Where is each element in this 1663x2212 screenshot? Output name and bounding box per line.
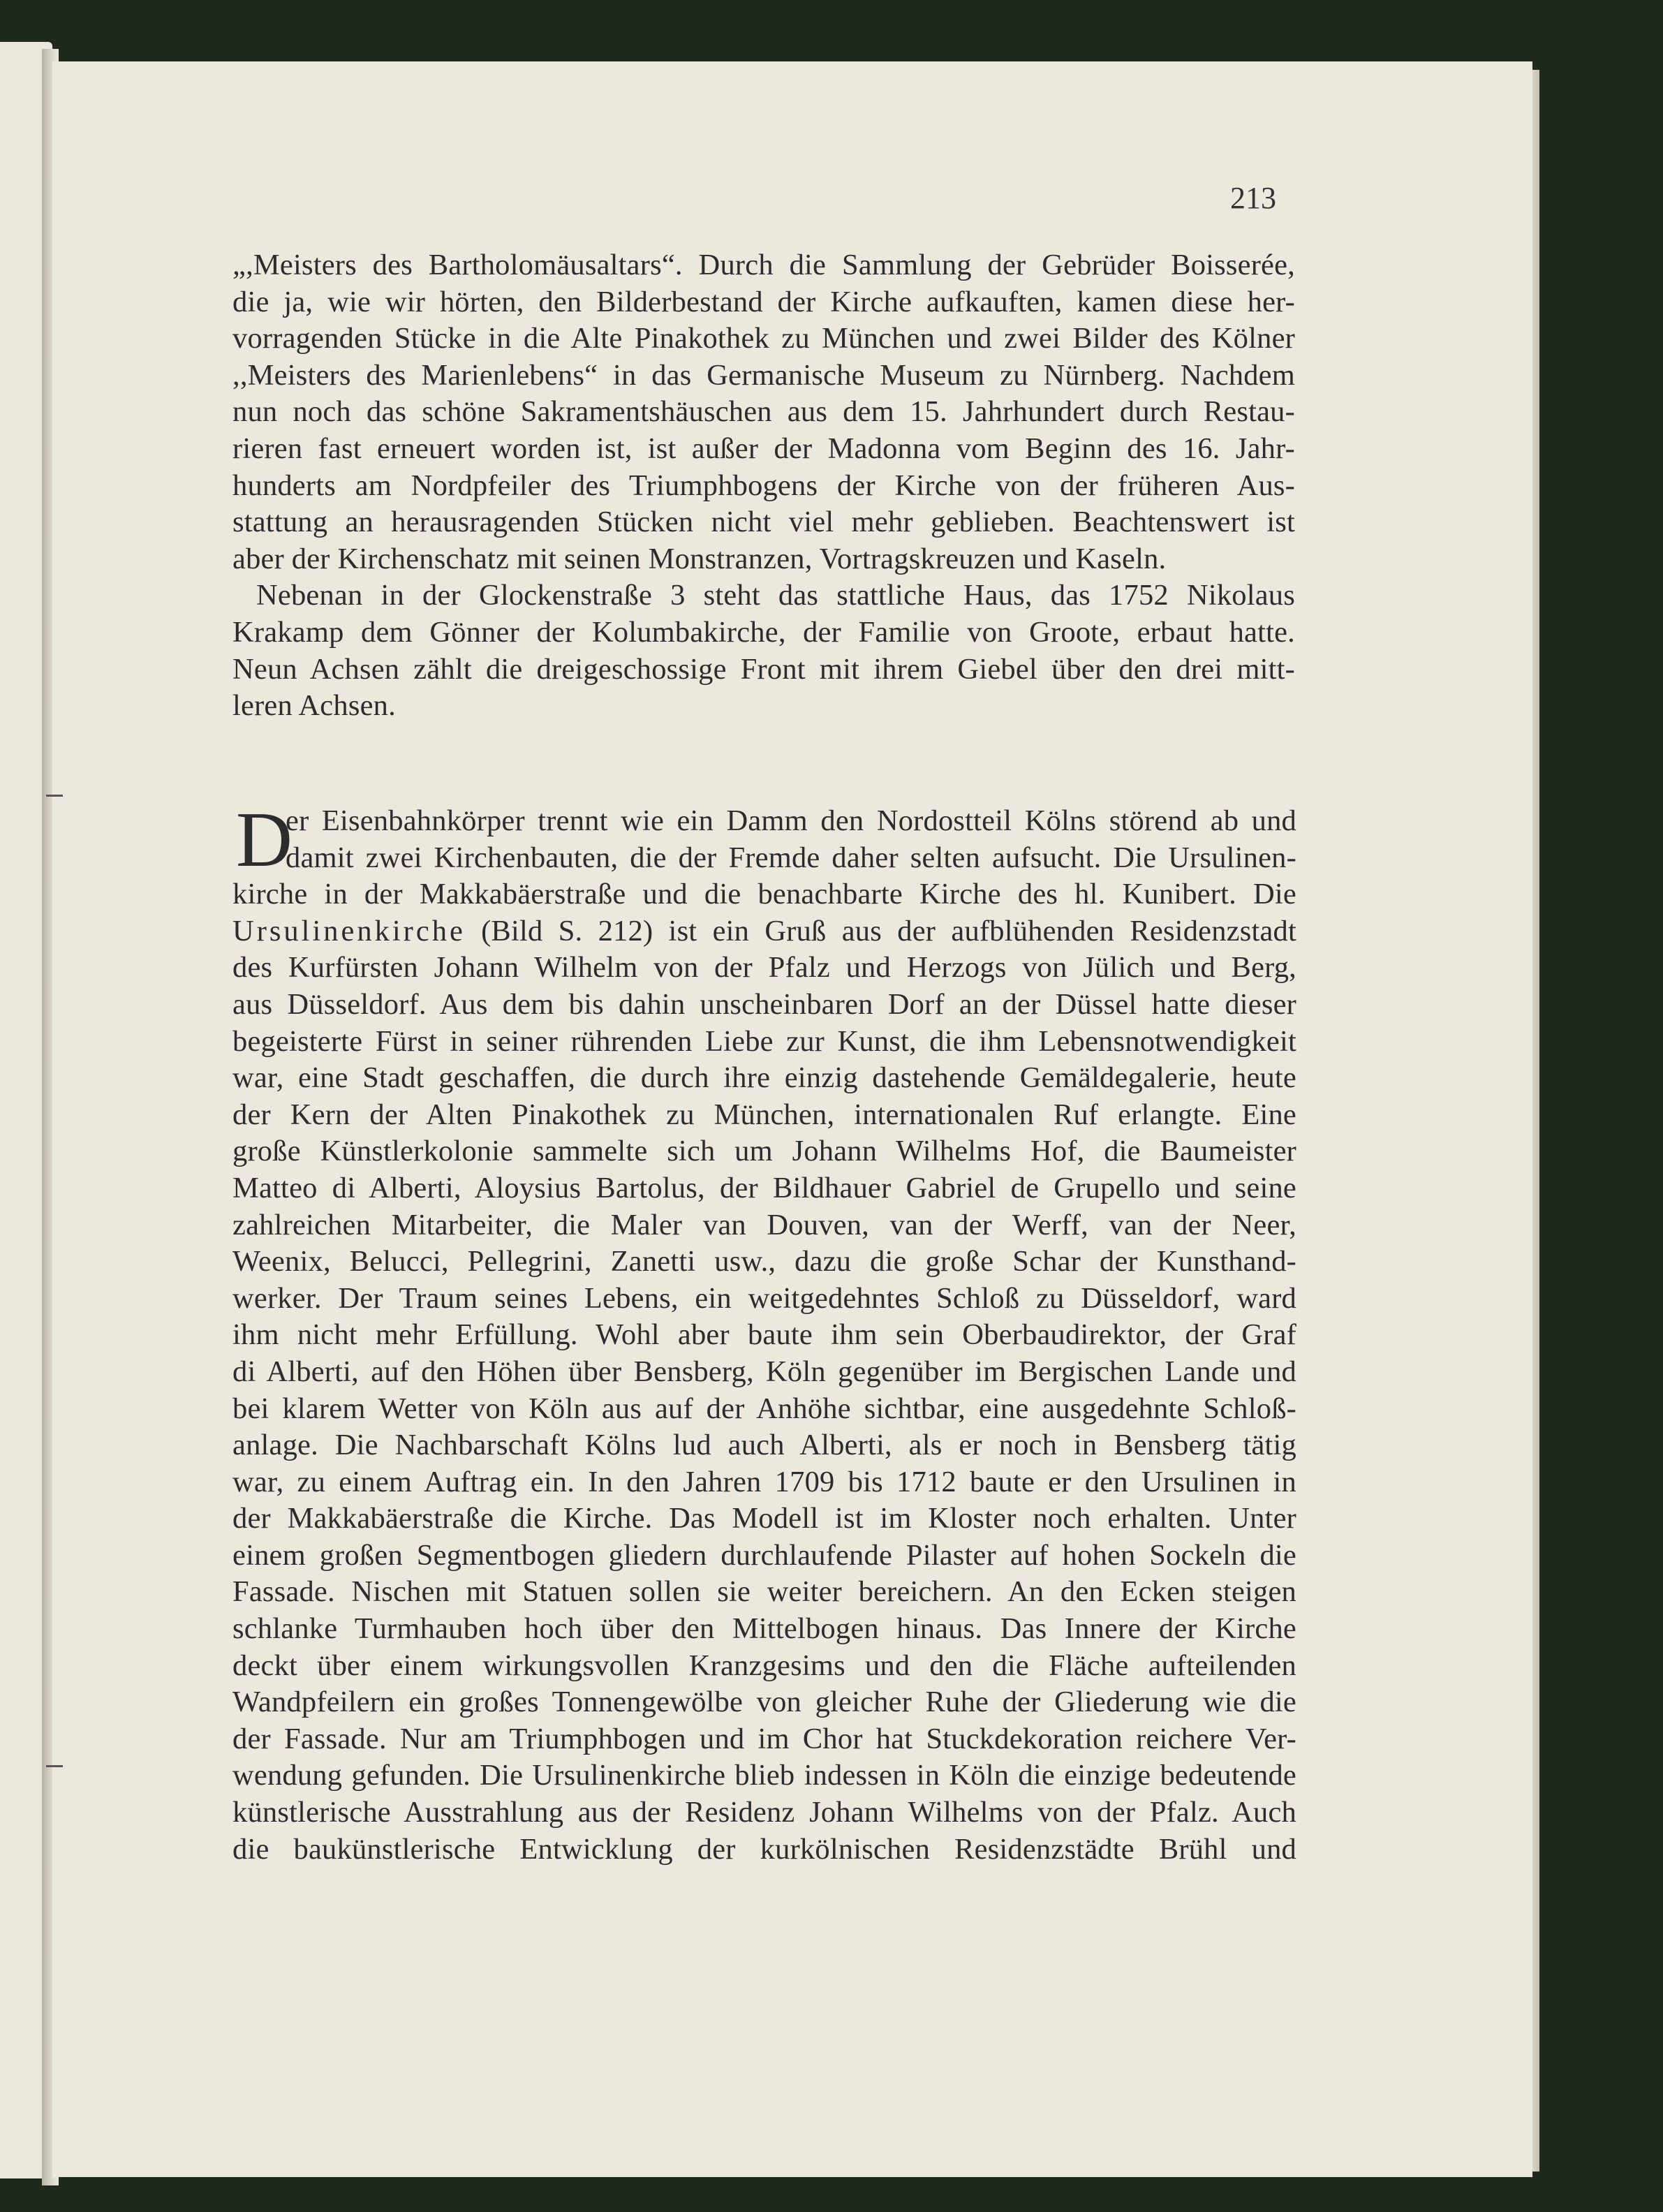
text-line [232, 913, 1296, 950]
drop-cap: D [236, 797, 293, 883]
text-line: der Makkabäerstraße die Kirche. Das Modell ist im Kloster noch erhalten. Unter [232, 1502, 1296, 1535]
text-line: deckt über einem wirkungsvollen Kranzgesims und den die Fläche aufteilenden [232, 1649, 1296, 1682]
binding-stitch [46, 795, 63, 797]
text-line: er Eisenbahnkörper trennt wie ein Damm den Nordostteil Kölns störend ab und [286, 804, 1296, 837]
paragraph-block-top [232, 247, 1295, 725]
text-line: ihm nicht mehr Erfüllung. Wohl aber baute ihm sein Oberbaudirektor, der Graf [232, 1318, 1296, 1352]
text-line: zahlreichen Mitarbeiter, die Maler van Douven, van der Werff, van der Neer, [232, 1208, 1296, 1241]
text-line: schlanke Turmhauben hoch über den Mittelbogen hinaus. Das Innere der Kirche [232, 1612, 1296, 1646]
text-line: der Kern der Alten Pinakothek zu München, internationalen Ruf erlangte. Eine [232, 1098, 1296, 1131]
text-line: aber der Kirchenschatz mit seinen Monstranzen, Vortragskreuzen und Kaseln. [232, 542, 1167, 575]
text-line: Krakamp dem Gönner der Kolumbakirche, der Familie von Groote, erbaut hatte. [232, 615, 1295, 649]
text-line: vorragenden Stücke in die Alte Pinakothek zu München und zwei Bilder des Kölner [232, 322, 1295, 355]
page-edge [1532, 70, 1539, 2172]
text-line: Weenix, Belucci, Pellegrini, Zanetti usw., dazu die große Schar der Kunsthand- [232, 1245, 1296, 1278]
text-line: stattung an herausragenden Stücken nicht viel mehr geblieben. Beachtenswert ist [232, 506, 1295, 539]
paragraph-block-main [232, 797, 1296, 1868]
text-line: aus Düsseldorf. Aus dem bis dahin unscheinbaren Dorf an der Düssel hatte dieser [232, 987, 1296, 1021]
text-line: große Künstlerkolonie sammelte sich um Johann Wilhelms Hof, die Baumeister [232, 1135, 1296, 1168]
text-line: künstlerische Ausstrahlung aus der Residenz Johann Wilhelms von der Pfalz. Auch [232, 1796, 1296, 1829]
text-line: begeisterte Fürst in seiner rührenden Liebe zur Kunst, die ihm Lebensnotwendigkeit [232, 1024, 1296, 1058]
text-line: Nebenan in der Glockenstraße 3 steht das stattliche Haus, das 1752 Nikolaus [256, 579, 1295, 612]
text-line: war, zu einem Auftrag ein. In den Jahren 1709 bis 1712 baute er den Ursulinen in [232, 1465, 1296, 1498]
text-line: einem großen Segmentbogen gliedern durchlaufende Pilaster auf hohen Sockeln die [232, 1538, 1296, 1572]
text-line: damit zwei Kirchenbauten, die der Fremde daher selten aufsucht. Die Ursulinen- [286, 841, 1296, 874]
emphasized-term: Ursulinenkirche [232, 914, 466, 948]
text-line: der Fassade. Nur am Triumphbogen und im Chor hat Stuckdekoration reichere Ver- [232, 1722, 1296, 1755]
text-line: bei klarem Wetter von Köln aus auf der Anhöhe sichtbar, eine ausgedehnte Schloß- [232, 1392, 1296, 1425]
binding-stitch [46, 1765, 63, 1767]
text-line: Fassade. Nischen mit Statuen sollen sie weiter bereichern. An den Ecken steigen [232, 1575, 1296, 1609]
text-line: des Kurfürsten Johann Wilhelm von der Pfalz und Herzogs von Jülich und Berg, [232, 951, 1296, 985]
page-number: 213 [1230, 181, 1276, 215]
text-line: die baukünstlerische Entwicklung der kurkölnischen Residenzstädte Brühl und [232, 1832, 1296, 1866]
text-line: rieren fast erneuert worden ist, ist außer der Madonna vom Beginn des 16. Jahr- [232, 432, 1295, 465]
text-line: wendung gefunden. Die Ursulinenkirche blieb indessen in Köln die einzige bedeutende [232, 1759, 1296, 1792]
text-line: Matteo di Alberti, Aloysius Bartolus, der Bildhauer Gabriel de Grupello und seine [232, 1171, 1296, 1204]
text-line: Wandpfeilern ein großes Tonnengewölbe von gleicher Ruhe der Gliederung wie die [232, 1686, 1296, 1719]
text-line: nun noch das schöne Sakramentshäuschen aus dem 15. Jahrhundert durch Restau- [232, 395, 1295, 429]
text-line: kirche in der Makkabäerstraße und die benachbarte Kirche des hl. Kunibert. Die [232, 878, 1296, 911]
text-line: Neun Achsen zählt die dreigeschossige Front mit ihrem Giebel über den drei mitt- [232, 652, 1295, 686]
text-line: hunderts am Nordpfeiler des Triumphbogens der Kirche von der früheren Aus- [232, 469, 1295, 502]
text-line: ,,Meisters des Marienlebens“ in das Germanische Museum zu Nürnberg. Nachdem [232, 358, 1295, 392]
text-line: die ja, wie wir hörten, den Bilderbestand der Kirche aufkauften, kamen diese her- [232, 285, 1295, 318]
text-line: leren Achsen. [232, 689, 396, 723]
text-line: anlage. Die Nachbarschaft Kölns lud auch Alberti, als er noch in Bensberg tätig [232, 1429, 1296, 1462]
text-line: di Alberti, auf den Höhen über Bensberg, Köln gegenüber im Bergischen Lande und [232, 1355, 1296, 1388]
text-line: werker. Der Traum seines Lebens, ein weitgedehntes Schloß zu Düsseldorf, ward [232, 1281, 1296, 1315]
text-line: „,Meisters des Bartholomäusaltars“. Durch die Sammlung der Gebrüder Boisserée, [232, 249, 1295, 281]
text-span: (Bild S. 212) ist ein Gruß aus der aufblühenden Residenzstadt [465, 914, 1296, 948]
text-line: war, eine Stadt geschaffen, die durch ihre einzig dastehende Gemäldegalerie, heute [232, 1061, 1296, 1095]
